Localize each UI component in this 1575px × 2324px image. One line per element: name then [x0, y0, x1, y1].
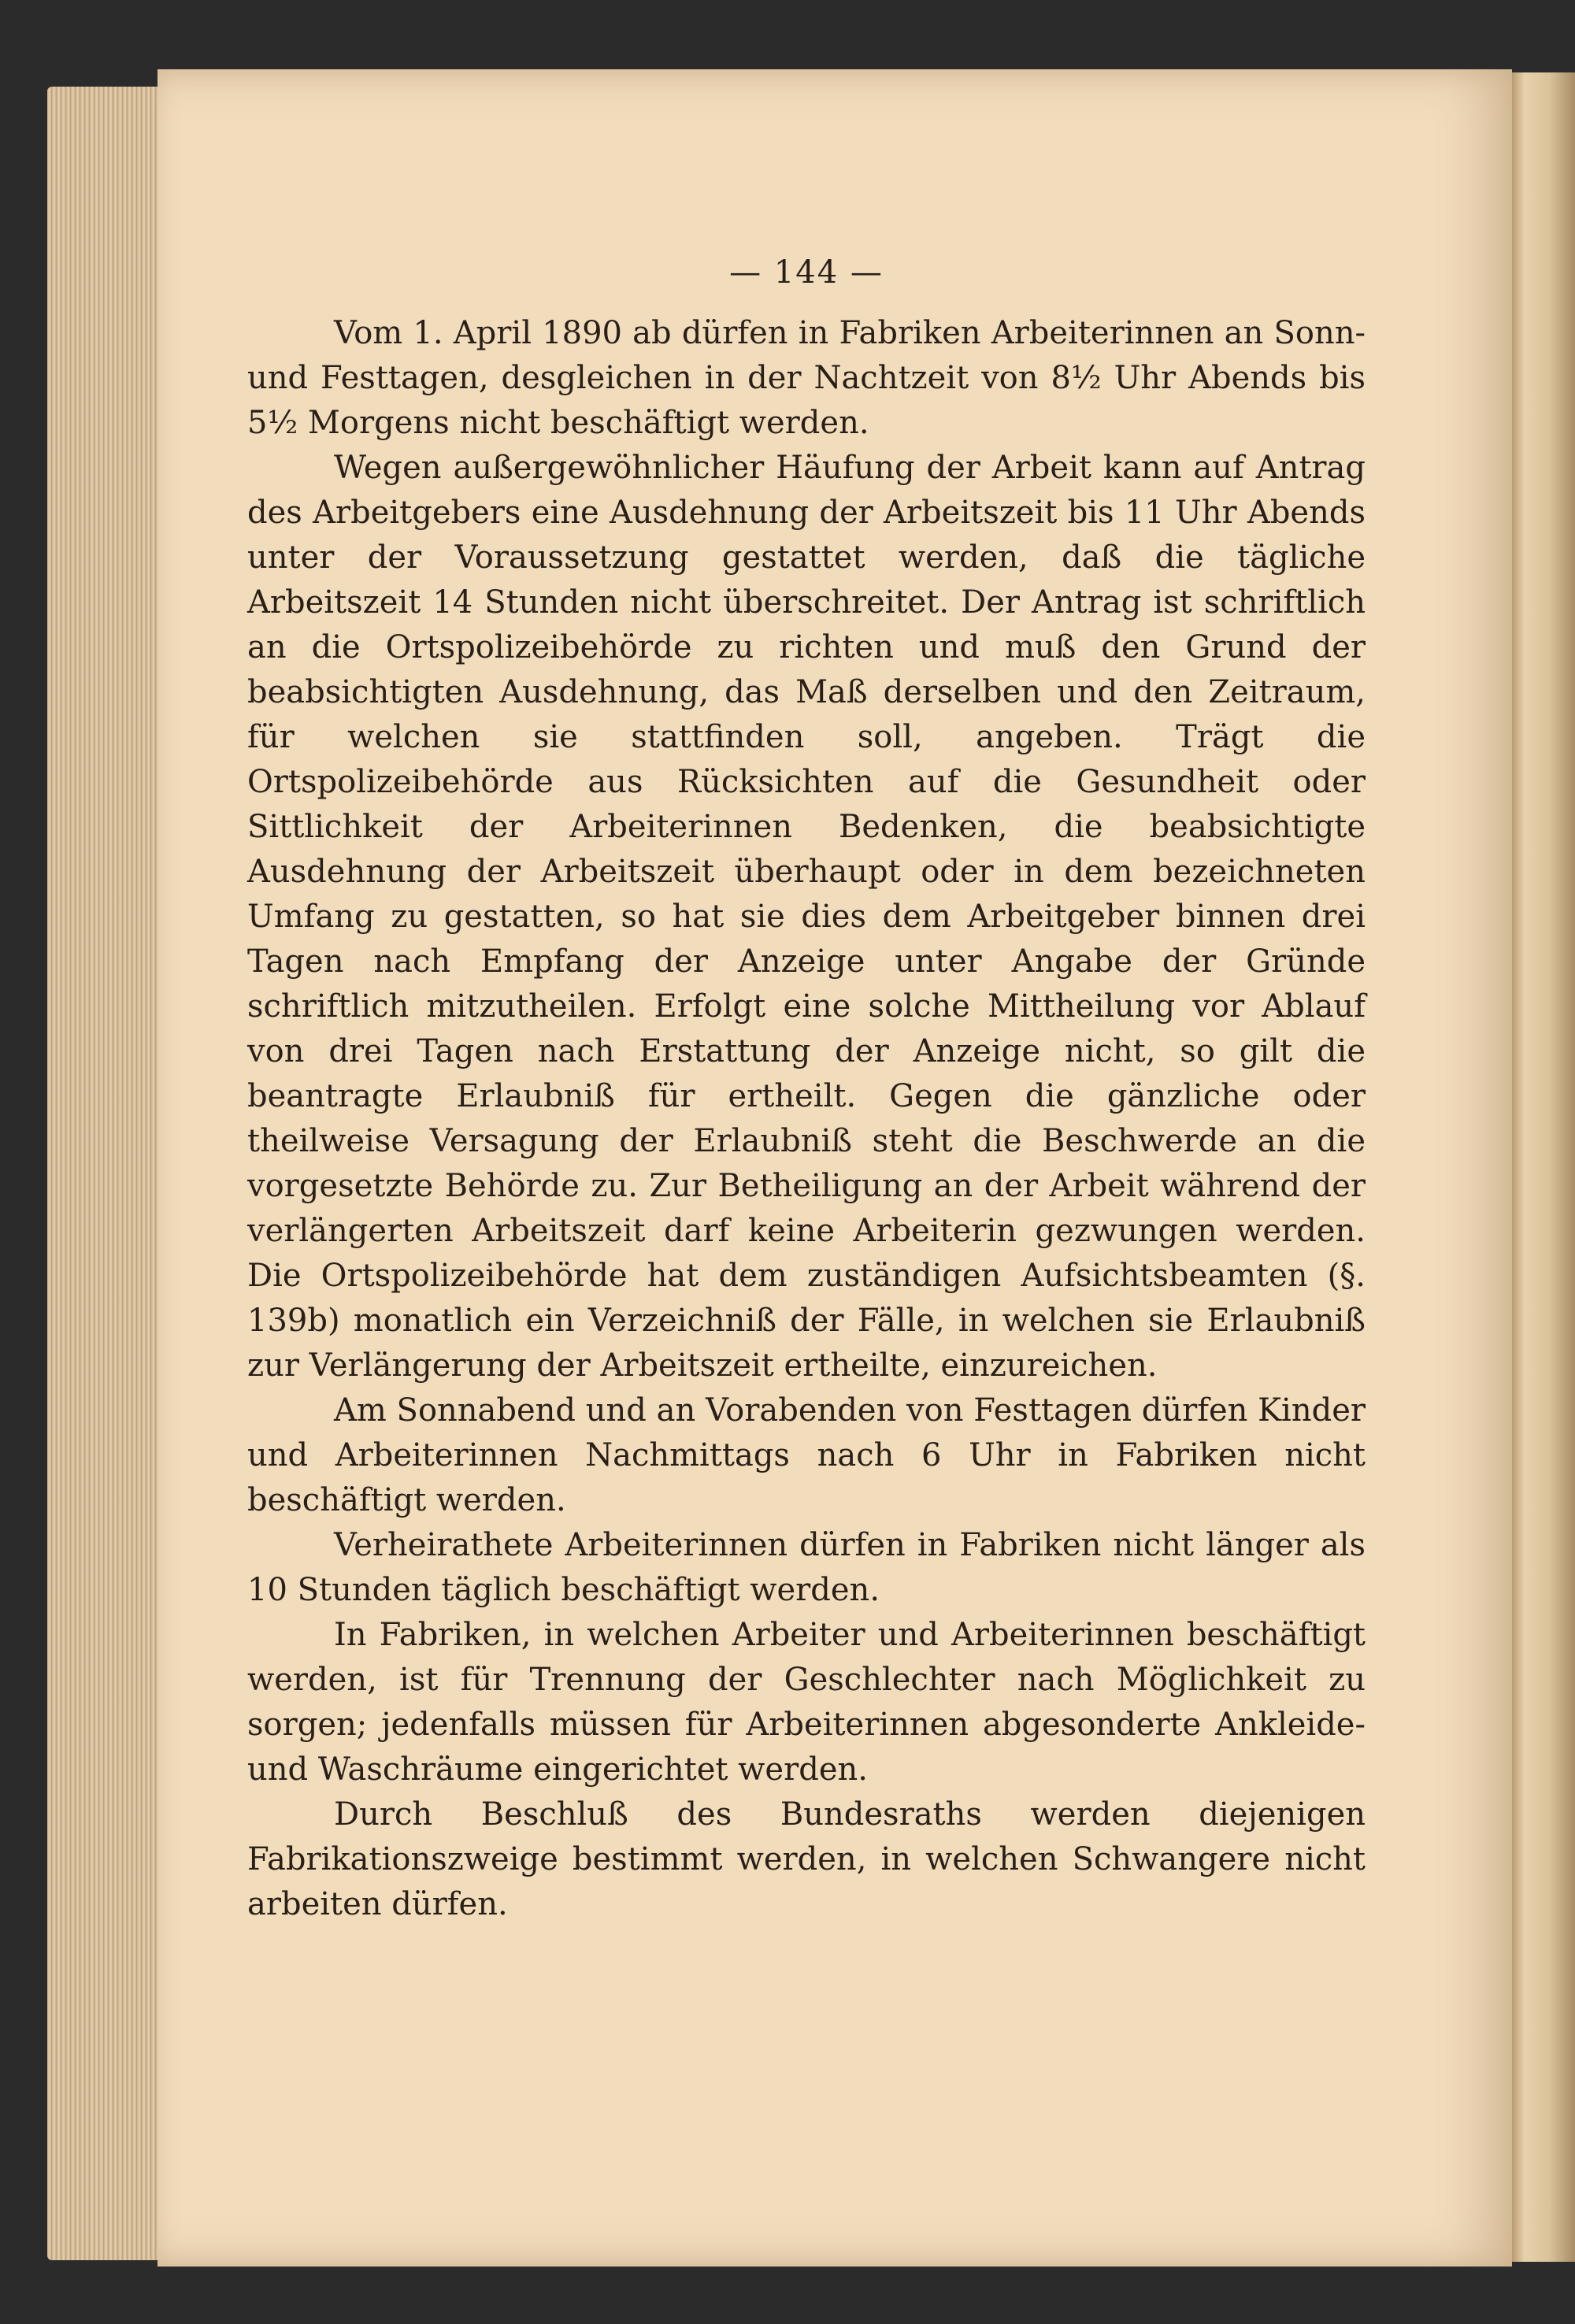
page-text	[247, 250, 1366, 1927]
paragraph-5: In Fabriken, in welchen Arbeiter und Arbeiterinnen beschäftigt werden, ist für Trennung der Geschlechter nach Möglichkeit zu sorgen; jedenfalls müssen für Arbeiterinnen abgesonderte Ankleide- und Waschräume eingerichtet werden.	[247, 1617, 1366, 1788]
paragraph-2: Wegen außergewöhnlicher Häufung der Arbeit kann auf Antrag des Arbeitgebers eine Ausdehnung der Arbeitszeit bis 11 Uhr Abends unter der Voraussetzung gestattet werden, daß die tägliche Arbeitszeit 14 Stunden nicht überschreitet. Der Antrag ist schriftlich an die Ortspolizeibehörde zu richten und muß den Grund der beabsichtigten Ausdehnung, das Maß derselben und den Zeitraum, für welchen sie stattfinden soll, angeben. Trägt die Ortspolizeibehörde aus Rücksichten auf die Gesundheit oder Sittlichkeit der Arbeiterinnen Bedenken, die beabsichtigte Ausdehnung der Arbeitszeit überhaupt oder in dem bezeichneten Umfang zu gestatten, so hat sie dies dem Arbeitgeber binnen drei Tagen nach Empfang der Anzeige unter Angabe der Gründe schriftlich mitzutheilen. Erfolgt eine solche Mittheilung vor Ablauf von drei Tagen nach Erstattung der Anzeige nicht, so gilt die beantragte Erlaubniß für ertheilt. Gegen die gänzliche oder theilweise Versagung der Erlaubniß steht die Beschwerde an die vorgesetzte Behörde zu. Zur Betheiligung an der Arbeit während der verlängerten Arbeitszeit darf keine Arbeiterin gezwungen werden. Die Ortspolizeibehörde hat dem zuständigen Aufsichtsbeamten (§. 139b) monatlich ein Verzeichniß der Fälle, in welchen sie Erlaubniß zur Verlängerung der Arbeitszeit ertheilte, einzureichen.	[247, 450, 1366, 1384]
paragraph-4: Verheirathete Arbeiterinnen dürfen in Fabriken nicht länger als 10 Stunden täglich beschäftigt werden.	[247, 1527, 1366, 1608]
paragraph-3: Am Sonnabend und an Vorabenden von Festtagen dürfen Kinder und Arbeiterinnen Nachmittags nach 6 Uhr in Fabriken nicht beschäftigt werden.	[247, 1392, 1366, 1518]
page-number: — 144 —	[729, 254, 884, 291]
paragraph-6: Durch Beschluß des Bundesraths werden diejenigen Fabrikationszweige bestimmt werden, in welchen Schwangere nicht arbeiten dürfen.	[247, 1796, 1366, 1922]
paragraph-1: Vom 1. April 1890 ab dürfen in Fabriken Arbeiterinnen an Sonn- und Festtagen, desgleichen in der Nachtzeit von 8½ Uhr Abends bis 5½ Morgens nicht beschäftigt werden.	[247, 315, 1366, 441]
page-edge-right	[1512, 72, 1575, 2262]
